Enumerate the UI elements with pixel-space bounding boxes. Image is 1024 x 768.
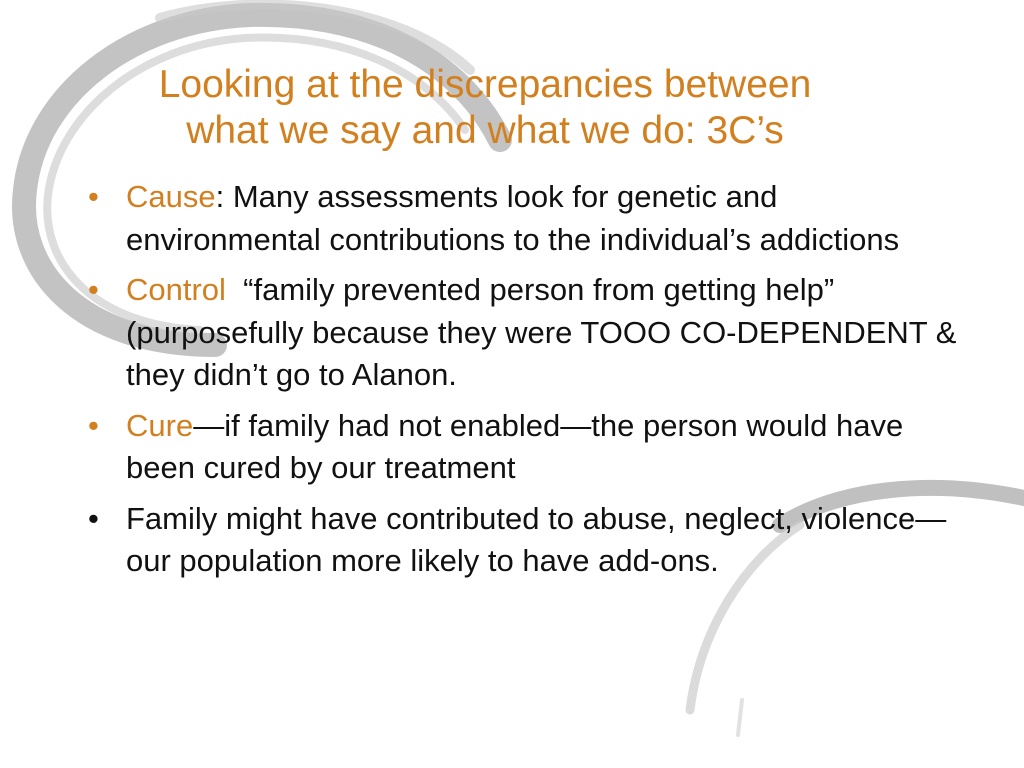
bullet-mark: • (88, 407, 99, 443)
small-ring-fleck (738, 700, 742, 735)
bullet-mark: • (88, 272, 99, 307)
bullet-mark: • (88, 500, 99, 536)
bullet-control (82, 269, 966, 397)
bullet-text-cure: —if family had not enabled—the person would have been cured by our treatment (126, 407, 904, 485)
bullet-cause (82, 176, 962, 261)
slide-title (60, 62, 910, 154)
bullet-text-family: Family might have contributed to abuse, neglect, violence—our population more likely to have add-ons. (126, 500, 947, 578)
bullet-text-cause: : Many assessments look for genetic and environmental contributions to the individual’s addictions (126, 179, 900, 257)
bullet-keyword-cure: Cure (126, 407, 194, 443)
bullet-family (82, 498, 962, 583)
bullet-list (82, 176, 966, 591)
bullet-keyword-control: Control (126, 272, 226, 307)
bullet-cure (82, 405, 962, 490)
slide-title-line-2: what we say and what we do: 3C’s (186, 109, 784, 152)
bullet-mark: • (88, 179, 99, 214)
bullet-text-control: “family prevented person from getting help” (purposefully because they were TOOO CO-DEPENDENT & they didn’t go to Alanon. (126, 272, 966, 392)
bullet-keyword-cause: Cause (126, 179, 216, 214)
slide-title-line-1: Looking at the discrepancies between (158, 63, 812, 106)
